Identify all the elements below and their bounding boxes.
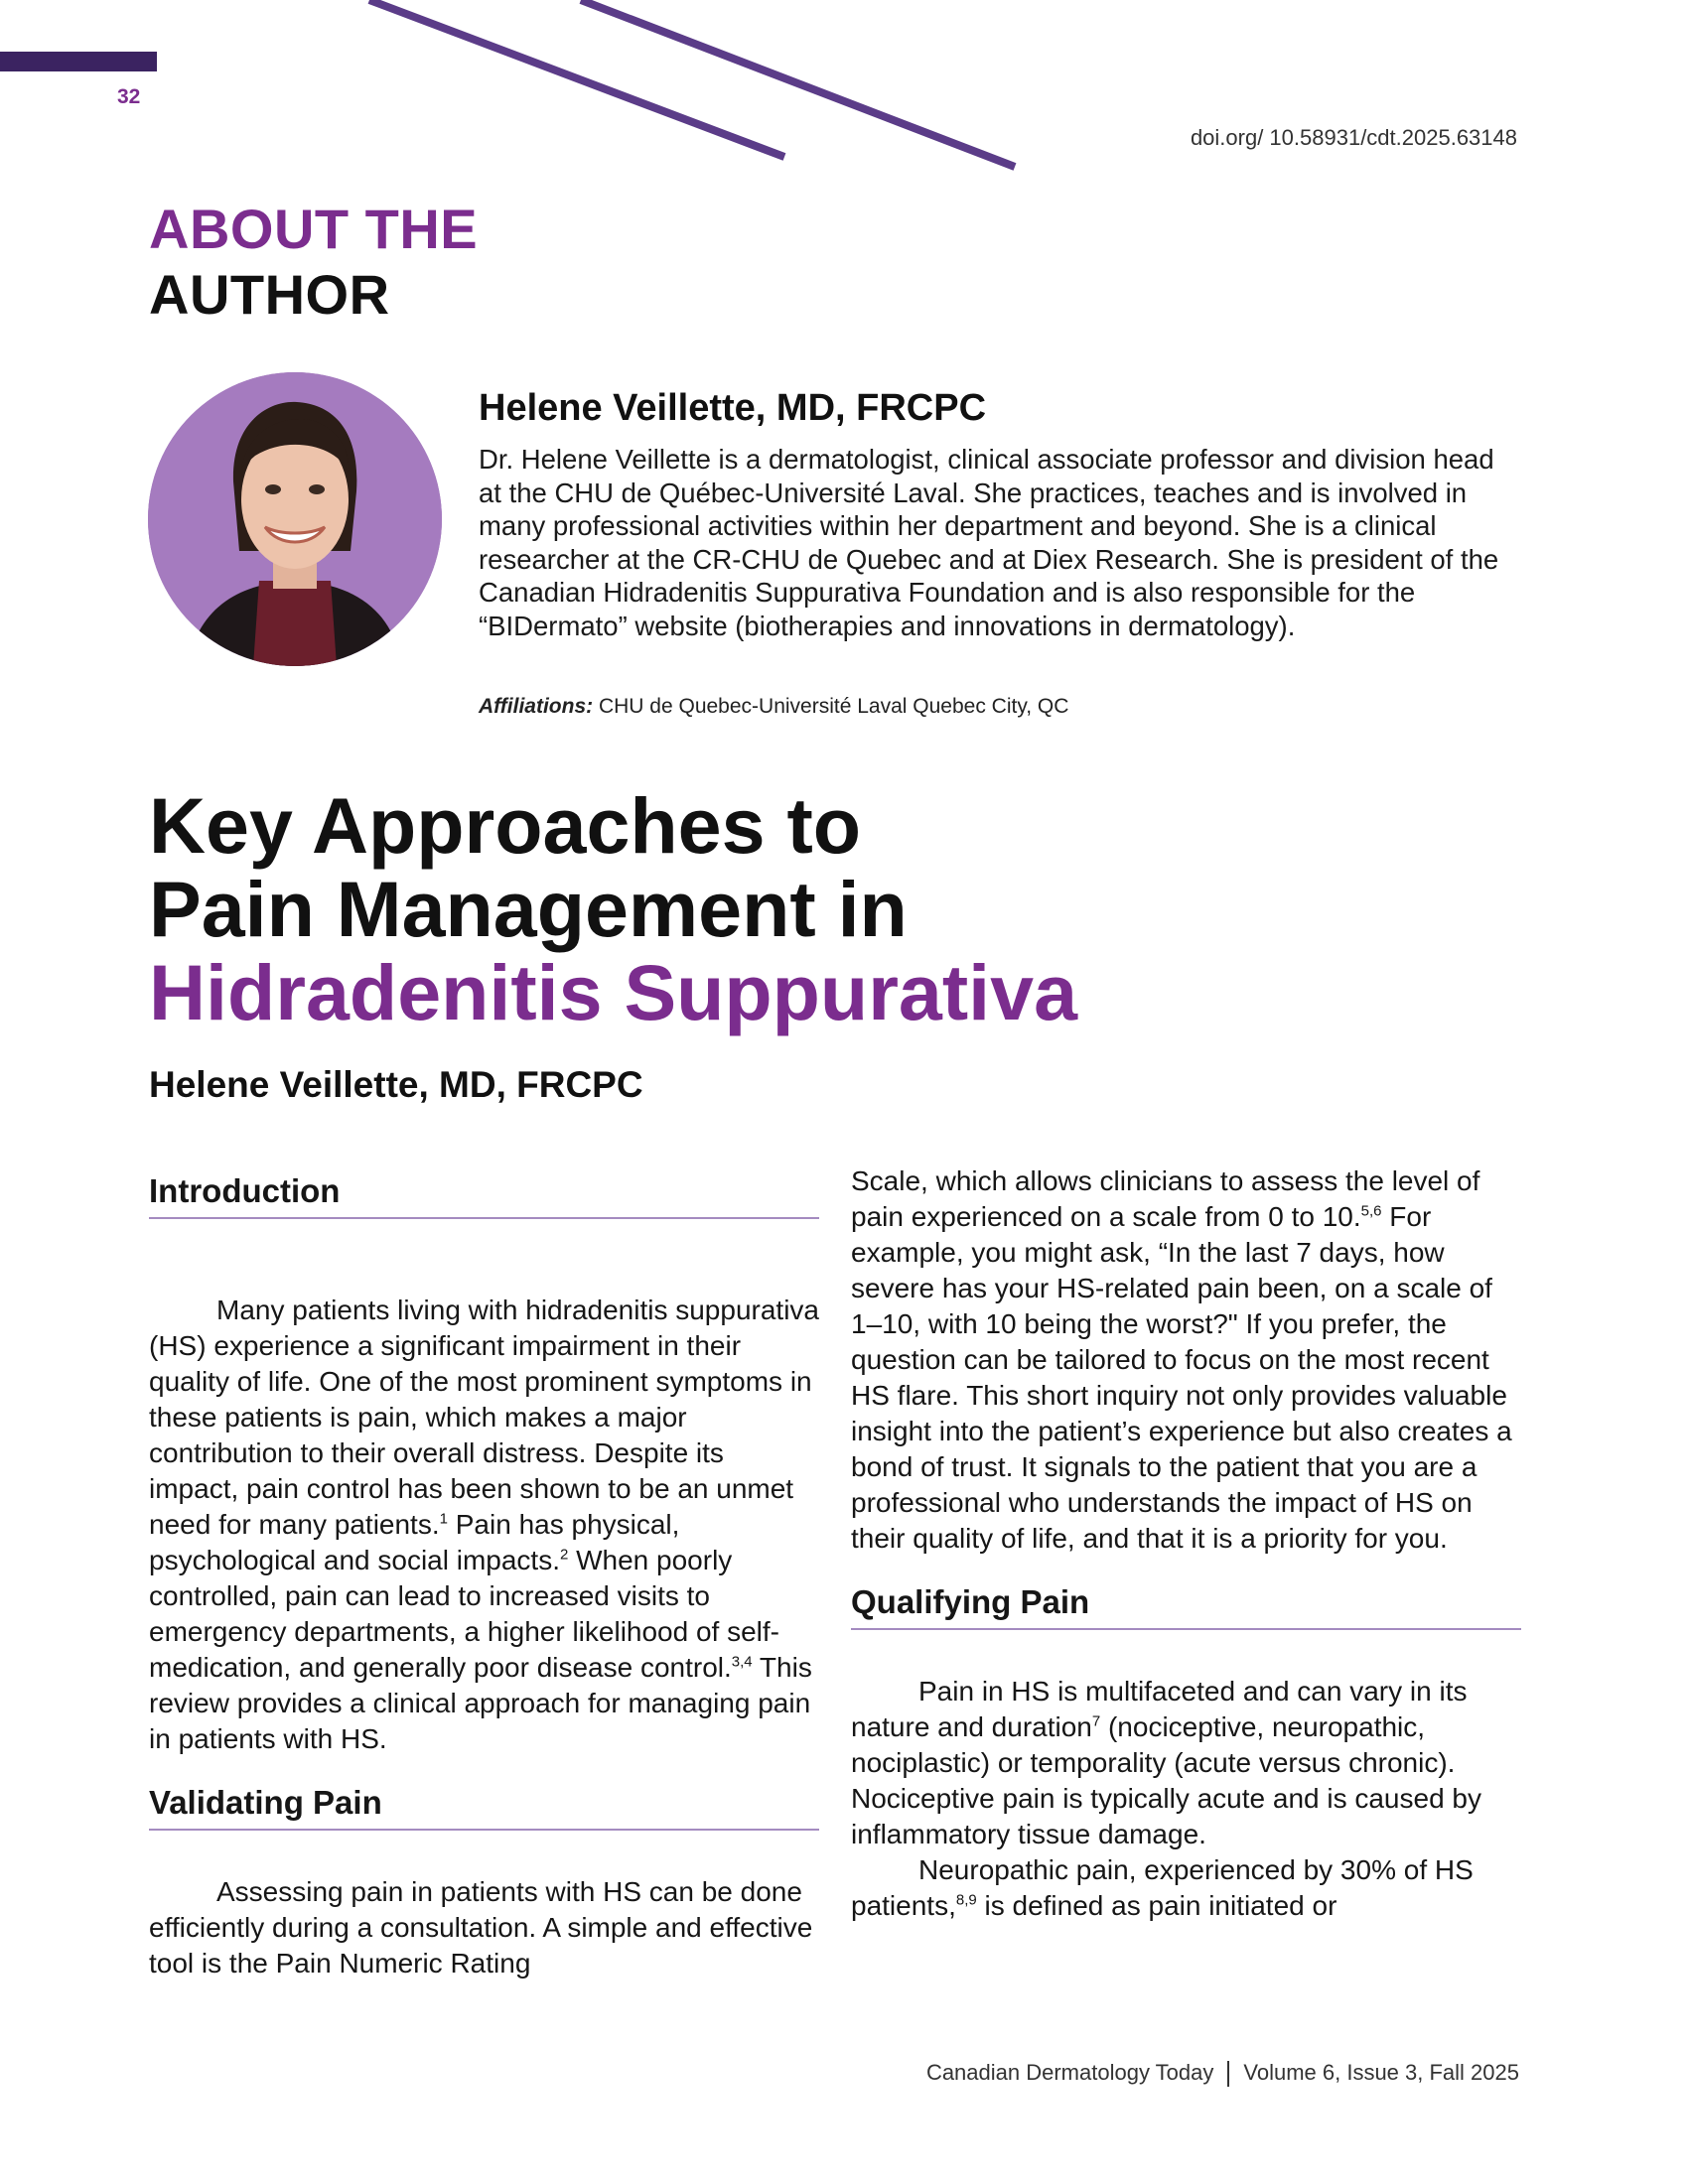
validating-paragraph-part2 [851, 1163, 1521, 1557]
spacer [149, 1757, 819, 1783]
section-heading-validating-pain: Validating Pain [149, 1783, 819, 1831]
reference-marker: 2 [559, 1546, 569, 1564]
footer-divider [1227, 2061, 1229, 2087]
text-run: For example, you might ask, “In the last 7 days, how severe has your HS-related pain been, on a scale of 1–10, with 10 being the worst?" If you prefer, the question can be tailored to focus on the most recent HS flare. This short inquiry not only provides valuable insight into the patient’s experience but also creates a bond of trust. It signals to the patient that you are a professional who understands the impact of HS on their quality of life, and that it is a priority for you. [851, 1201, 1512, 1554]
footer-journal: Canadian Dermatology Today [925, 2060, 1214, 2085]
text-run: Pain has physical, psychological and social impacts. [149, 1509, 680, 1575]
author-affiliations [479, 695, 1068, 719]
spacer [851, 1557, 1521, 1582]
decorative-line-2 [581, 0, 1015, 167]
about-heading-line1: ABOUT THE [149, 198, 479, 260]
left-column [149, 1171, 819, 1981]
article-title-line2: Pain Management in [149, 865, 908, 953]
validating-paragraph-part1: Assessing pain in patients with HS can be done efficiently during a consultation. A simple and effective tool is the Pain Numeric Rating [149, 1876, 813, 1979]
section-heading-introduction: Introduction [149, 1171, 819, 1219]
reference-marker: 8,9 [955, 1891, 977, 1909]
text-run: Many patients living with hidradenitis suppurativa (HS) experience a significant impairment in their quality of life. One of the most prominent symptoms in these patients is pain, which makes a major contribution to their overall distress. Despite its impact, pain control has been shown to be an unmet need for many patients. [149, 1295, 819, 1540]
text-run: When poorly controlled, pain can lead to increased visits to emergency departments, a higher likelihood of self-medication, and generally poor disease control. [149, 1545, 780, 1683]
affiliations-label: Affiliations: [479, 695, 594, 718]
author-bio: Dr. Helene Veillette is a dermatologist, clinical associate professor and division head at the CHU de Québec-Université Laval. She practices, teaches and is involved in many professional activities within her department and beyond. She is a clinical researcher at the CR-CHU de Quebec and at Diex Research. She is president of the Canadian Hidradenitis Suppurativa Foundation and is also responsible for the “BIDermato” website (biotherapies and innovations in dermatology). [479, 444, 1499, 641]
introduction-paragraph [149, 1293, 819, 1757]
qualifying-paragraph-2 [851, 1852, 1521, 1924]
text-run: Pain in HS is multifaceted and can vary in its nature and duration [851, 1676, 1468, 1742]
spacer [149, 1263, 819, 1293]
doi-link[interactable]: doi.org/ 10.58931/cdt.2025.63148 [1190, 125, 1517, 150]
footer-issue: Volume 6, Issue 3, Fall 2025 [1243, 2060, 1519, 2085]
affiliations-text: CHU de Quebec-Université Laval Quebec City, QC [593, 695, 1069, 718]
reference-marker: 7 [1091, 1712, 1101, 1730]
page-footer [926, 2060, 1519, 2087]
qualifying-paragraph-1 [851, 1674, 1521, 1852]
text-run: Scale, which allows clinicians to assess the level of pain experienced on a scale from 0 to 10. [851, 1165, 1480, 1232]
reference-marker: 3,4 [731, 1653, 753, 1671]
text-run: Neuropathic pain, experienced by 30% of HS patients, [851, 1854, 1474, 1921]
page-number: 32 [117, 85, 141, 108]
text-run: is defined as pain initiated or [976, 1890, 1337, 1921]
section-heading-qualifying-pain: Qualifying Pain [851, 1582, 1521, 1630]
article-title [149, 781, 1078, 1036]
reference-marker: 5,6 [1360, 1202, 1382, 1220]
about-heading [149, 197, 478, 328]
author-name: Helene Veillette, MD, FRCPC [479, 387, 987, 429]
header-decorative-lines [0, 0, 1092, 189]
article-title-line1: Key Approaches to [149, 781, 862, 870]
decorative-line-1 [369, 0, 784, 157]
about-heading-line2: AUTHOR [149, 263, 390, 326]
right-column [851, 1165, 1521, 1924]
text-run: (nociceptive, neuropathic, nociplastic) or temporality (acute versus chronic). Nociceptive pain is typically acute and is caused by inflammatory tissue damage. [851, 1711, 1482, 1849]
author-portrait-illustration [148, 372, 442, 666]
text-run: This review provides a clinical approach for managing pain in patients with HS. [149, 1652, 812, 1754]
article-byline: Helene Veillette, MD, FRCPC [149, 1064, 643, 1105]
article-title-line3: Hidradenitis Suppurativa [149, 948, 1078, 1036]
author-photo [148, 372, 442, 666]
reference-marker: 1 [439, 1510, 448, 1528]
